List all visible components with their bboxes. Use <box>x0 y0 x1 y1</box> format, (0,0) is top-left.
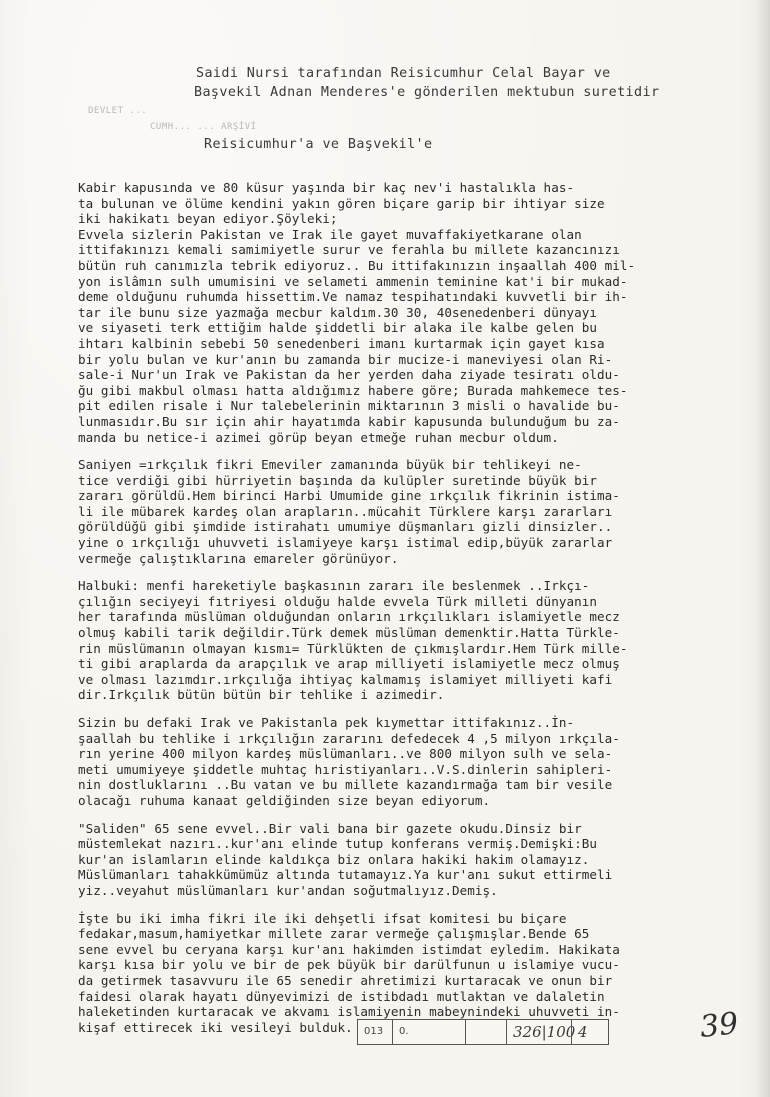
paragraph <box>78 457 758 566</box>
paragraph <box>78 821 758 899</box>
text-line: olacağı ruhuma kanaat geldiğinden size beyan ediyorum. <box>78 792 491 808</box>
archive-hand-mark: 4 <box>578 1023 588 1041</box>
text-line: pit edilen risale i Nur talebelerinin miktarının 3 misli o havalide bu- <box>78 398 620 414</box>
text-line: sene evvel bu ceryana karşı kur'anı hakimden istimdat eyledim. Hakikata <box>78 941 620 957</box>
paragraph <box>78 911 758 1036</box>
text-line: dir.Irkçılık bütün bütün bir tehlike i azimedir. <box>78 687 445 703</box>
text-line: haleketinden kurtaracak ve akvamı islamiyenin mabeynindeki uhuvveti in- <box>78 1004 620 1020</box>
text-line: li ile mübarek kardeş olan arapların..mücahit Türklere karşı zararları <box>78 503 613 519</box>
text-line: ti gibi araplarda da arapçılık ve arap milliyeti islamiyetle mecz olmuş <box>78 656 620 672</box>
text-line: yine o ırkçılığı uhuvveti islamiyeye karşı istimal edip,büyük zararlar <box>78 535 613 551</box>
text-line: ihtarı kalbinin sebebi 50 senedenberi imanı kurtarmak için gayet kısa <box>78 335 605 351</box>
text-line: İşte bu iki imha fikri ile iki dehşetli ifsat komitesi bu biçare <box>78 910 567 926</box>
text-line: çılığın seciyeyi fıtriyesi olduğu halde evvela Türk milleti dünyanın <box>78 593 597 609</box>
header-line-1: Saidi Nursi tarafından Reisicumhur Celal Bayar ve <box>196 66 611 81</box>
text-line: şaallah bu tehlike i ırkçılığın zararını defedecek 4 ,5 milyon ırkçıla- <box>78 730 620 746</box>
faint-stamp-line-1: DEVLET ... <box>88 106 148 116</box>
text-line: ğu gibi makbul olması hatta aldığımız habere göre; Burada mahkemece tes- <box>78 382 628 398</box>
text-line: deme olduğunu ruhumda hissettim.Ve namaz tespihatındaki kuvvetli bir ih- <box>78 289 628 305</box>
text-line: lunmasıdır.Bu sır için ahir hayatımda kabir kapusunda bulunduğum bu za- <box>78 413 620 429</box>
text-line: olmuş kabili tarik değildir.Türk demek müslüman demenktir.Hatta Türkle- <box>78 625 620 641</box>
text-line: iki hakikatı beyan ediyor.Şöyleki; <box>78 211 338 227</box>
text-line: bir yolu bulan ve kur'anın bu zamanda bir mucize-i maneviyesi olan Ri- <box>78 351 613 367</box>
archive-cell-3 <box>466 1020 507 1044</box>
text-line: ittifakınızı kemali samimiyetle surur ve ferahla bu millete kazancınızı <box>78 242 620 258</box>
text-line: ve olması lazımdır.ırkçılığa ihtiyaç kalmamış islamiyet milliyeti kafi <box>78 671 613 687</box>
text-line: fedakar,masum,hamiyetkar millete zarar vermeğe çalışmışlar.Bende 65 <box>78 926 590 942</box>
text-line: yon islâmın sulh umumisini ve selameti ammenin teminine kat'i bir mukad- <box>78 273 628 289</box>
text-line: zararı görüldü.Hem birinci Harbi Umumide gine ırkçılık fikrinin istima- <box>78 488 620 504</box>
text-line: Müslümanları tahakkümümüz altında tutamayız.Ya kur'anı sukut ettirmeli <box>78 867 613 883</box>
text-line: faidesi olarak hayatı dünyevimizi de istibdadı mutlaktan ve dalaletin <box>78 988 605 1004</box>
text-line: "Saliden" 65 sene evvel..Bir vali bana bir gazete okudu.Dinsiz bir <box>78 820 582 836</box>
text-line: müstemlekat nazırı..kur'anı elinde tutup konferans vermiş.Demişki:Bu <box>78 836 597 852</box>
archive-cell-4: 326|100 <box>507 1020 572 1044</box>
archive-cell-1: 013 <box>358 1020 393 1044</box>
text-line: manda bu netice-i azimei görüp beyan etmeğe ruhan mecbur oldum. <box>78 429 559 445</box>
text-line: Evvela sizlerin Pakistan ve Irak ile gayet muvaffakiyetkarane olan <box>78 226 582 242</box>
text-line: Halbuki: menfi hareketiyle başkasının zararı ile beslenmek ..Irkçı- <box>78 578 590 594</box>
header-line-2: Başvekil Adnan Menderes'e gönderilen mektubun suretidir <box>194 85 660 100</box>
paragraph <box>78 715 758 809</box>
text-line: tar ile bunu size yazmağa mecbur kaldım.30 30, 40senedenberi dünyayı <box>78 304 597 320</box>
text-line: karşı kısa bir yolu ve bir de pek büyük bir darülfunun u islamiye vucu- <box>78 957 620 973</box>
letter-body <box>78 180 758 1047</box>
text-line: kişaf ettirecek iki vesileyi bulduk. <box>78 1019 353 1035</box>
salutation: Reisicumhur'a ve Başvekil'e <box>204 137 433 152</box>
text-line: Saniyen =ırkçılık fikri Emeviler zamanında büyük bir tehlikeyi ne- <box>78 457 582 473</box>
text-line: bütün ruh canımızla tebrik ediyoruz.. Bu ittifakınızın inşaallah 400 mil- <box>78 257 636 273</box>
text-line: görüldüğü gibi şimdide istirahatı umumiye düşmanları gizli dinsizler.. <box>78 519 613 535</box>
page-edge-shadow <box>756 0 770 1097</box>
handwritten-page-number: 39 <box>698 1006 740 1045</box>
text-line: meti umumiyeye şiddetle muhtaç hıristiyanları..V.S.dinlerin sahipleri- <box>78 761 613 777</box>
text-line: Kabir kapusında ve 80 küsur yaşında bir kaç nev'i hastalıkla has- <box>78 180 575 195</box>
text-line: her tarafında müslüman olduğundan onların ırkçılıkları islamiyetle mecz <box>78 609 620 625</box>
text-line: ta bulunan ve ölüme kendini yakın gören biçare garip bir ihtiyar size <box>78 195 605 211</box>
paragraph <box>78 180 758 445</box>
text-line: tice verdiği gibi hürriyetin başında da kulüpler suretinde büyük bir <box>78 472 597 488</box>
archive-cell-2: 0. <box>393 1020 466 1044</box>
text-line: yiz..veyahut müslümanları kur'andan soğutmalıyız.Demiş. <box>78 882 498 898</box>
text-line: Sizin bu defaki Irak ve Pakistanla pek kıymettar ittifakınız..İn- <box>78 715 575 730</box>
text-line: vermeğe çalıştıklarına emareler görünüyor. <box>78 550 399 566</box>
paragraph <box>78 578 758 703</box>
faint-stamp-line-2: CUMH... ... ARŞİVİ <box>150 122 257 132</box>
text-line: nin dostluklarını ..Bu vatan ve bu millete kazandırmağa tam bir vesile <box>78 777 613 793</box>
text-line: ve siyaseti terk ettiğim halde şiddetli bir alaka ile kalbe gelen bu <box>78 320 597 336</box>
text-line: rın yerine 400 milyon kardeş müslümanları..ve 800 milyon sulh ve sela- <box>78 746 613 762</box>
text-line: rin müslümanın olmayan kısmı= Türklükten de çıkmışlardır.Hem Türk mille- <box>78 640 628 656</box>
text-line: kur'an islamların elinde kaldıkça biz onlara hakiki hakim olamayız. <box>78 851 590 867</box>
text-line: da getirmek tasavvuru ile 65 senedir ahretimizi kurtaracak ve onun bir <box>78 972 613 988</box>
archive-reference-box <box>357 1019 609 1045</box>
text-line: sale-i Nur'un Irak ve Pakistan da her yerden daha ziyade tesiratı oldu- <box>78 367 620 383</box>
